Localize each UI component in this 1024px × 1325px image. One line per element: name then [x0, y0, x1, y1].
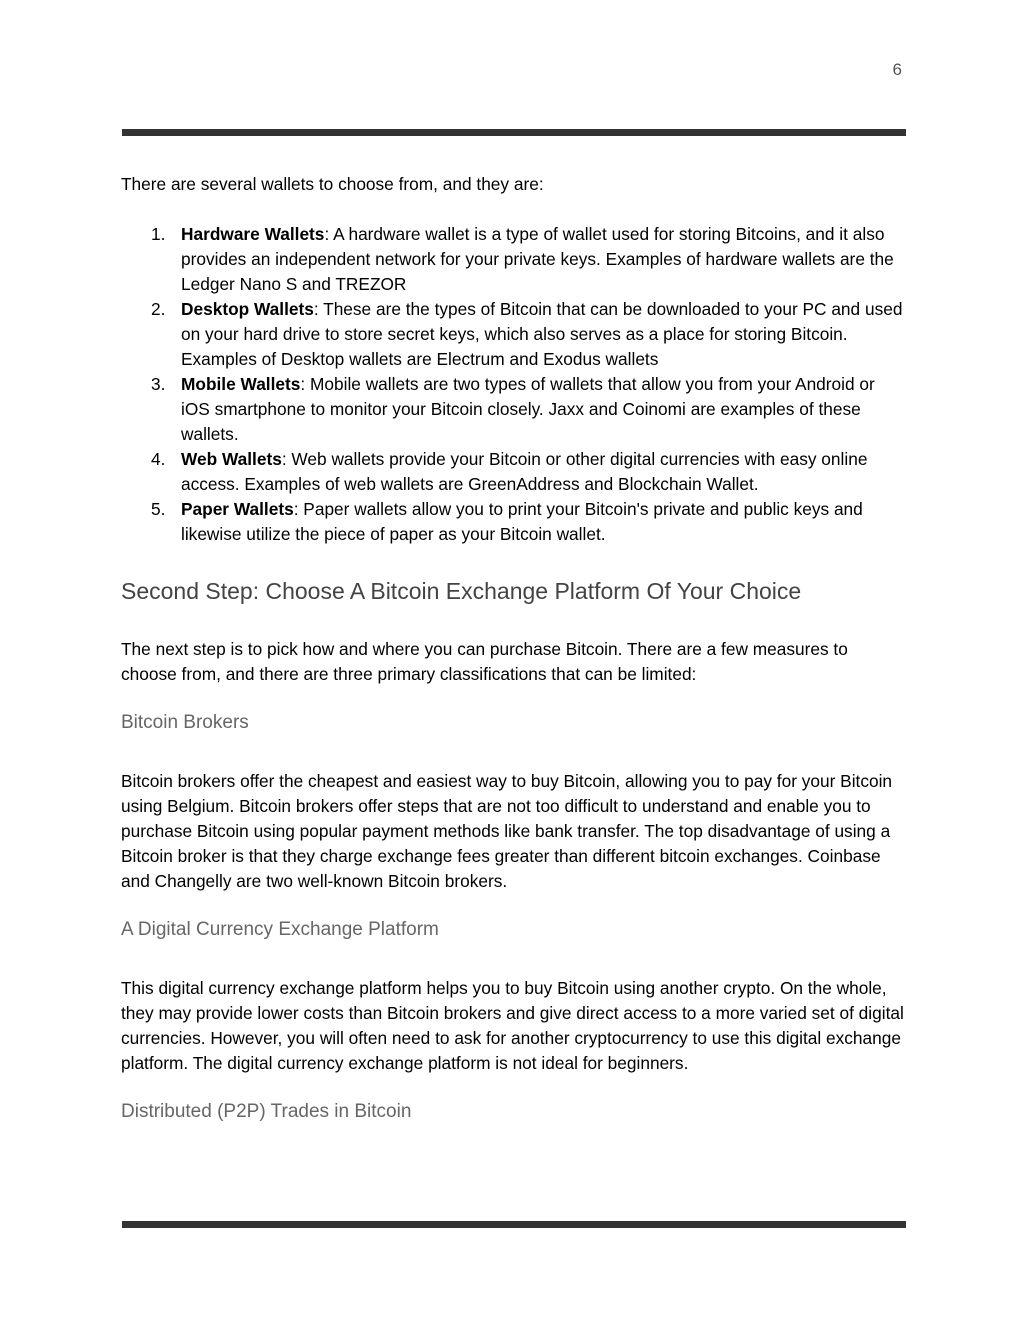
- page-content: [121, 172, 906, 1125]
- list-item: [121, 297, 906, 372]
- list-number: 2.: [151, 299, 166, 319]
- list-number: 1.: [151, 224, 166, 244]
- brokers-paragraph: Bitcoin brokers offer the cheapest and easiest way to buy Bitcoin, allowing you to pay for your Bitcoin using Belgium. Bitcoin brokers offer steps that are not too difficult to understand and enable you to purchase Bitcoin using popular payment methods like bank transfer. The top disadvantage of using a Bitcoin broker is that they charge exchange fees greater than different bitcoin exchanges. Coinbase and Changelly are two well-known Bitcoin brokers.: [121, 771, 893, 891]
- list-item: [121, 447, 906, 497]
- wallet-name: Web Wallets: [181, 449, 282, 469]
- list-item: [121, 372, 906, 447]
- top-divider: [122, 129, 906, 136]
- list-item: [121, 497, 906, 547]
- wallet-description: : These are the types of Bitcoin that can be downloaded to your PC and used on your hard drive to store secret keys, which also serves as a place for storing Bitcoin. Examples of Desktop wallets are Electrum and Exodus wallets: [181, 299, 903, 369]
- list-number: 4.: [151, 449, 166, 469]
- wallet-description: : Mobile wallets are two types of wallets that allow you from your Android or iOS smartphone to monitor your Bitcoin closely. Jaxx and Coinomi are examples of these wallets.: [181, 374, 875, 444]
- p2p-heading: Distributed (P2P) Trades in Bitcoin: [121, 1101, 412, 1122]
- wallet-name: Paper Wallets: [181, 499, 294, 519]
- bottom-divider: [122, 1221, 906, 1228]
- section-heading: Second Step: Choose A Bitcoin Exchange Platform Of Your Choice: [121, 578, 802, 604]
- wallet-description: : Web wallets provide your Bitcoin or other digital currencies with easy online access. Examples of web wallets are GreenAddress and Blockchain Wallet.: [181, 449, 868, 494]
- wallet-name: Mobile Wallets: [181, 374, 301, 394]
- section-intro: The next step is to pick how and where you can purchase Bitcoin. There are a few measures to choose from, and there are three primary classifications that can be limited:: [121, 639, 848, 684]
- page-number: 6: [892, 60, 902, 79]
- brokers-heading: Bitcoin Brokers: [121, 712, 249, 733]
- exchange-paragraph: This digital currency exchange platform helps you to buy Bitcoin using another crypto. On the whole, they may provide lower costs than Bitcoin brokers and give direct access to a more varied set of digital currencies. However, you will often need to ask for another cryptocurrency to use this digital exchange platform. The digital currency exchange platform is not ideal for beginners.: [121, 978, 904, 1073]
- list-number: 5.: [151, 499, 166, 519]
- wallet-description: : A hardware wallet is a type of wallet used for storing Bitcoins, and it also provides an independent network for your private keys. Examples of hardware wallets are the Ledger Nano S and TREZOR: [181, 224, 894, 294]
- list-item: [121, 222, 906, 297]
- list-number: 3.: [151, 374, 166, 394]
- wallet-name: Hardware Wallets: [181, 224, 325, 244]
- wallets-list: [121, 222, 906, 547]
- wallets-intro: There are several wallets to choose from, and they are:: [121, 174, 544, 194]
- wallet-name: Desktop Wallets: [181, 299, 314, 319]
- wallet-description: : Paper wallets allow you to print your Bitcoin's private and public keys and likewise utilize the piece of paper as your Bitcoin wallet.: [181, 499, 863, 544]
- exchange-heading: A Digital Currency Exchange Platform: [121, 919, 439, 940]
